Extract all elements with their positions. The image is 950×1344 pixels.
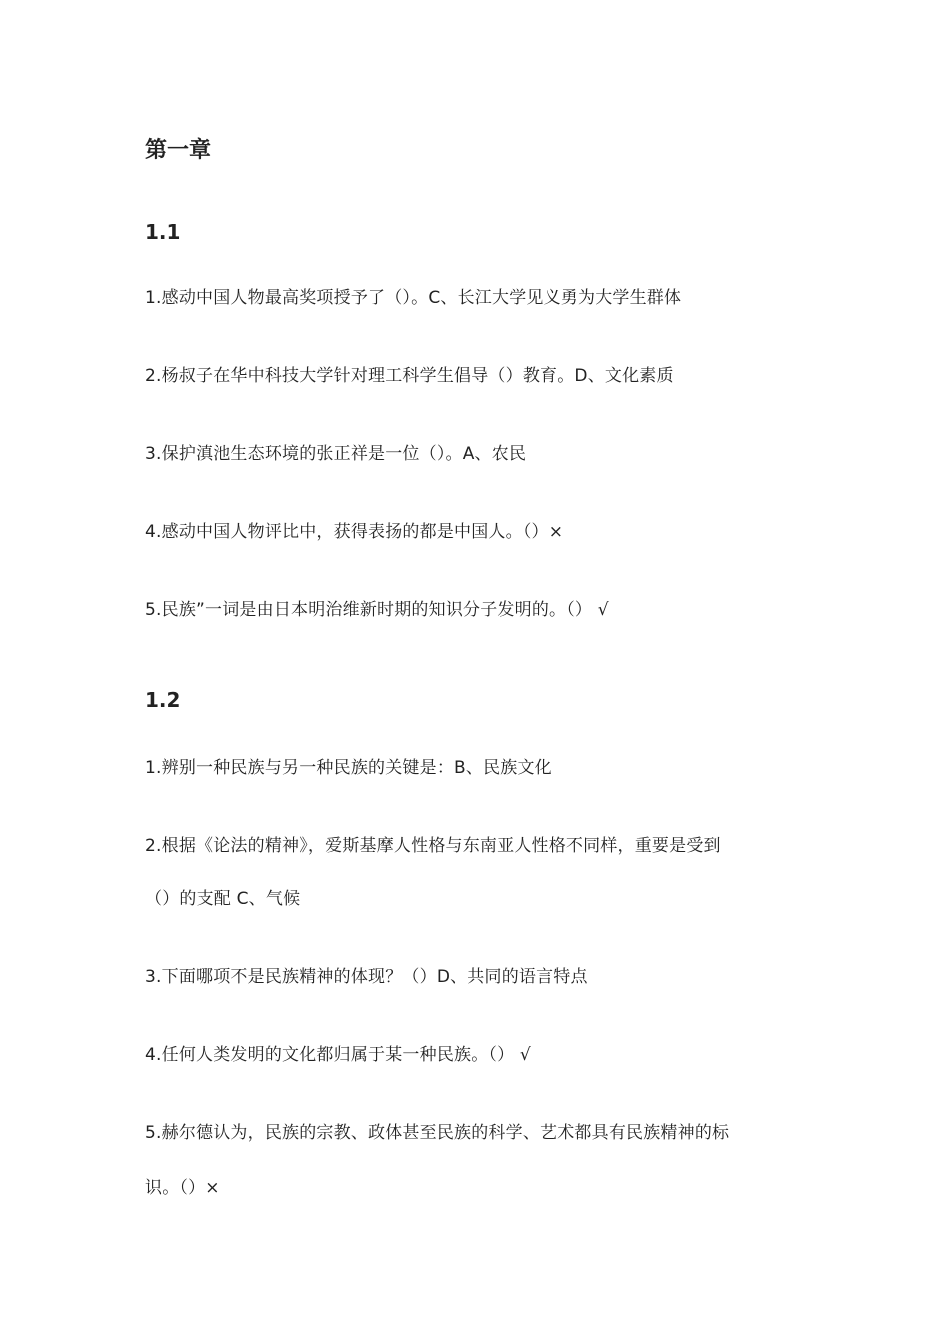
question-1-2-5-line-2: 识。（）×	[145, 1178, 220, 1198]
question-1-1-1: 1.感动中国人物最高奖项授予了（）。C、长江大学见义勇为大学生群体	[145, 288, 682, 308]
chapter-title: 第一章	[145, 138, 212, 163]
question-1-1-5: 5.民族”一词是由日本明治维新时期的知识分子发明的。（） √	[145, 600, 609, 620]
question-1-2-2-line-1: 2.根据《论法的精神》，爱斯基摩人性格与东南亚人性格不同样，重要是受到	[145, 836, 721, 856]
question-1-2-4: 4.任何人类发明的文化都归属于某一种民族。（） √	[145, 1045, 531, 1065]
section-heading-1-1: 1.1	[145, 220, 181, 244]
question-1-1-4: 4.感动中国人物评比中，获得表扬的都是中国人。（）×	[145, 522, 564, 542]
question-1-2-2-line-2: （）的支配 C、气候	[145, 889, 301, 909]
question-1-2-5-line-1: 5.赫尔德认为，民族的宗教、政体甚至民族的科学、艺术都具有民族精神的标	[145, 1123, 730, 1143]
question-1-1-3: 3.保护滇池生态环境的张正祥是一位（）。A、农民	[145, 444, 527, 464]
question-1-2-3: 3.下面哪项不是民族精神的体现？（）D、共同的语言特点	[145, 967, 588, 987]
section-heading-1-2: 1.2	[145, 688, 181, 712]
question-1-2-1: 1.辨别一种民族与另一种民族的关键是：B、民族文化	[145, 758, 552, 778]
question-1-1-2: 2.杨叔子在华中科技大学针对理工科学生倡导（）教育。D、文化素质	[145, 366, 674, 386]
